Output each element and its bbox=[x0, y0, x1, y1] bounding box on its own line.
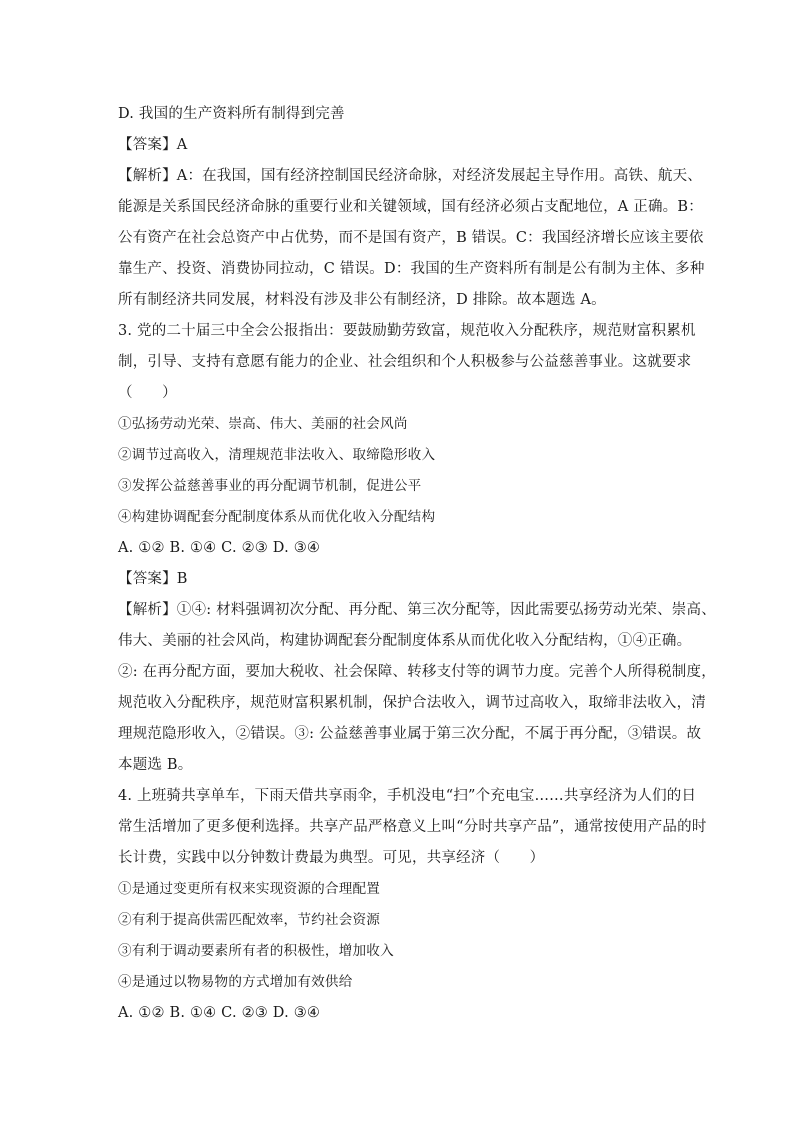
q2-analysis-line: 能源是关系国民经济命脉的重要行业和关键领域，国有经济必须占支配地位，A 正确。B： bbox=[118, 199, 703, 215]
q3-analysis-line: 伟大、美丽的社会风尚，构建协调配套分配制度体系从而优化收入分配结构，①④正确。 bbox=[118, 633, 692, 649]
q2-option-d: D. 我国的生产资料所有制得到完善 bbox=[118, 106, 345, 122]
q2-analysis-line: 【解析】A：在我国，国有经济控制国民经济命脉，对经济发展起主导作用。高铁、航天、 bbox=[118, 168, 702, 184]
q4-stem-line: 长计费，实践中以分钟数计费最为典型。可见，共享经济（ ） bbox=[118, 850, 545, 866]
q4-stem-line: 常生活增加了更多便利选择。共享产品严格意义上叫“分时共享产品”，通常按使用产品的时 bbox=[118, 819, 707, 835]
q4-item: ③有利于调动要素所有者的积极性，增加收入 bbox=[118, 943, 394, 959]
q3-item: ②调节过高收入，清理规范非法收入、取缔隐形收入 bbox=[118, 447, 436, 463]
q3-answer: 【答案】B bbox=[118, 571, 188, 587]
q3-analysis-line: 理规范隐形收入，②错误。③: 公益慈善事业属于第三次分配，不属于再分配，③错误。故 bbox=[118, 726, 702, 742]
q3-choices: A. ①② B. ①④ C. ②③ D. ③④ bbox=[118, 540, 321, 556]
q3-analysis-line: 本题选 B。 bbox=[118, 757, 193, 773]
q3-stem-line: 3. 党的二十届三中全会公报指出：要鼓励勤劳致富，规范收入分配秩序，规范财富积累机 bbox=[118, 323, 696, 339]
q3-stem-line: 制，引导、支持有意愿有能力的企业、社会组织和个人积极参与公益慈善事业。这就要求 bbox=[118, 354, 692, 370]
q4-stem-line: 4. 上班骑共享单车，下雨天借共享雨伞，手机没电“扫”个充电宝……共享经济为人们的日 bbox=[118, 788, 697, 804]
q4-choices: A. ①② B. ①④ C. ②③ D. ③④ bbox=[118, 1005, 321, 1021]
q2-answer: 【答案】A bbox=[118, 137, 188, 153]
q2-analysis-line: 靠生产、投资、消费协同拉动，C 错误。D：我国的生产资料所有制是公有制为主体、多种 bbox=[118, 261, 705, 277]
q2-analysis-line: 公有资产在社会总资产中占优势，而不是国有资产，B 错误。C：我国经济增长应该主要依 bbox=[118, 230, 704, 246]
q2-analysis-line: 所有制经济共同发展，材料没有涉及非公有制经济，D 排除。故本题选 A。 bbox=[118, 292, 606, 308]
q3-analysis-line: 规范收入分配秩序，规范财富积累机制，保护合法收入，调节过高收入，取缔非法收入，清 bbox=[118, 695, 706, 711]
q4-item: ④是通过以物易物的方式增加有效供给 bbox=[118, 974, 353, 990]
document-content bbox=[118, 99, 716, 1029]
q3-analysis-line: 【解析】①④: 材料强调初次分配、再分配、第三次分配等，因此需要弘扬劳动光荣、崇高、 bbox=[118, 602, 716, 618]
q3-stem-line: （ ） bbox=[118, 385, 177, 401]
q3-item: ①弘扬劳动光荣、崇高、伟大、美丽的社会风尚 bbox=[118, 416, 408, 432]
q3-item: ③发挥公益慈善事业的再分配调节机制，促进公平 bbox=[118, 478, 422, 494]
q3-item: ④构建协调配套分配制度体系从而优化收入分配结构 bbox=[118, 509, 436, 525]
q3-analysis-line: ②: 在再分配方面，要加大税收、社会保障、转移支付等的调节力度。完善个人所得税制度， bbox=[118, 664, 716, 680]
q4-item: ②有利于提高供需匹配效率，节约社会资源 bbox=[118, 912, 381, 928]
q4-item: ①是通过变更所有权来实现资源的合理配置 bbox=[118, 881, 381, 897]
